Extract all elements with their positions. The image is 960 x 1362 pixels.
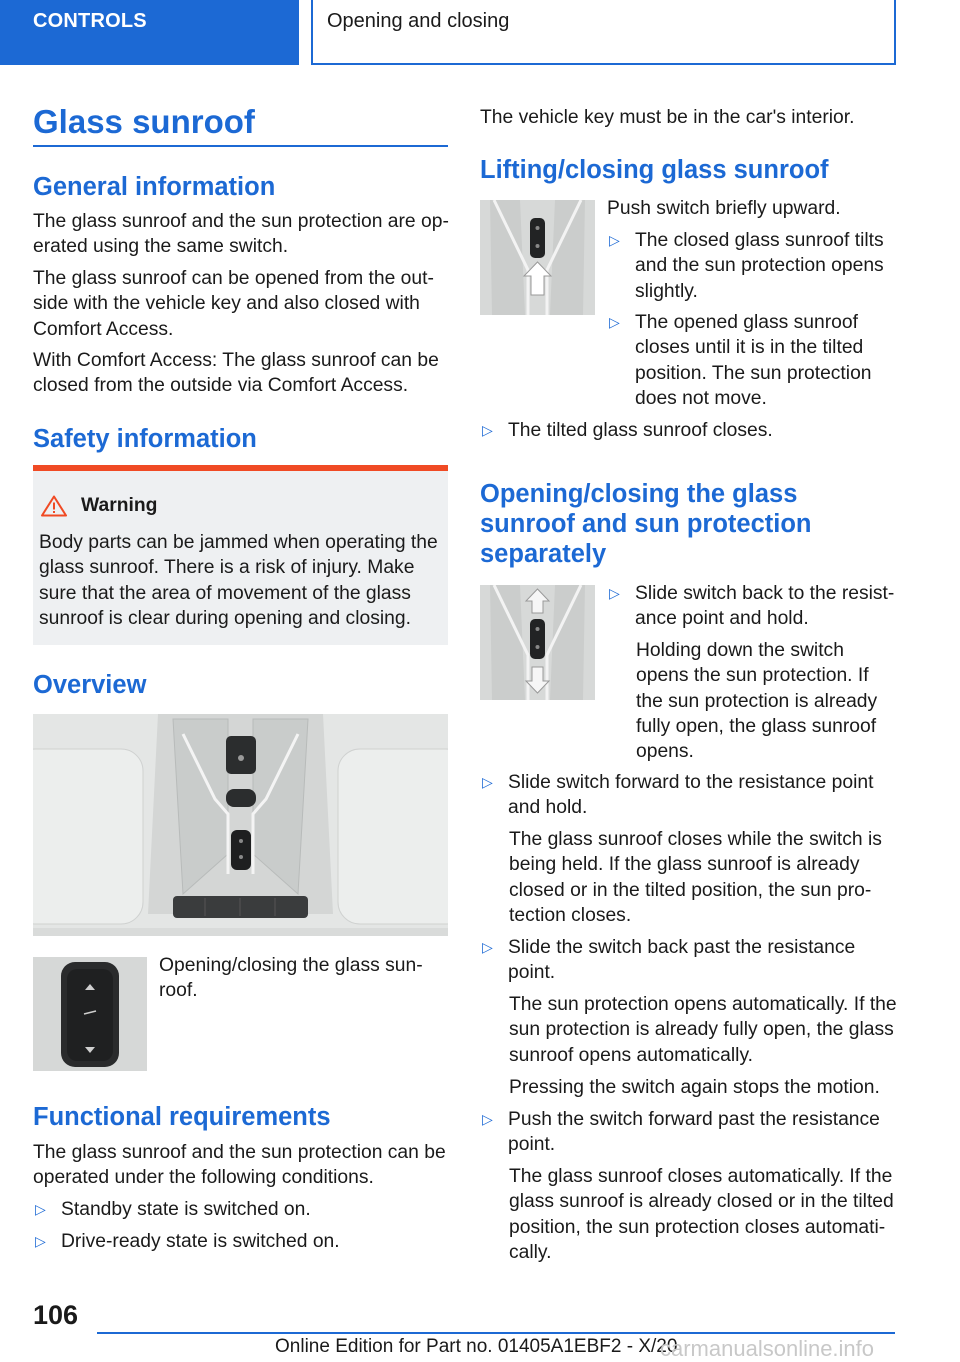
list-item: ▷ Slide switch back to the resist‐ ance point and hold. — [607, 581, 897, 632]
section-tab — [0, 0, 299, 65]
lift-switch-illustration — [480, 200, 595, 315]
switch-image — [33, 957, 147, 1071]
lift-switch-image — [480, 200, 595, 315]
warning-triangle-icon — [41, 495, 67, 517]
warning-title: Warning — [81, 495, 158, 516]
safety-heading: Safety information — [33, 425, 257, 453]
warning-title-row — [41, 495, 157, 517]
overview-image — [33, 714, 448, 936]
title-rule — [33, 145, 448, 147]
separate-heading-line-2: sunroof and sun protection — [480, 510, 812, 538]
bullet-triangle-icon: ▷ — [482, 1111, 493, 1127]
list-item: ▷ Slide the switch back past the resistance point. — [480, 935, 898, 986]
functional-paragraph: The glass sunroof and the sun protection can be operated under the following conditions. — [33, 1142, 446, 1189]
bullet-triangle-icon: ▷ — [482, 939, 493, 955]
separate-item-3-detail-2: Pressing the switch again stops the motion. — [509, 1077, 880, 1098]
overhead-console-illustration — [33, 714, 448, 936]
list-item: ▷ The tilted glass sunroof closes. — [480, 418, 898, 443]
separate-heading — [480, 479, 898, 569]
switch-caption: Opening/closing the glass sun‐ roof. — [159, 955, 423, 1002]
chapter-label: Opening and closing — [327, 10, 510, 32]
bullet-triangle-icon: ▷ — [609, 585, 620, 601]
footer-rule — [97, 1332, 895, 1334]
separate-item-2-detail: The glass sunroof closes while the switch is being held. If the glass sunroof is already closed or in the tilted position, the sun pro‐ tection closes. — [509, 829, 882, 926]
bullet-triangle-icon: ▷ — [609, 232, 620, 248]
key-note: The vehicle key must be in the car's interior. — [480, 107, 855, 128]
separate-heading-line-1: Opening/closing the glass — [480, 480, 798, 508]
section-label: CONTROLS — [33, 10, 147, 32]
separate-item-3-detail-1: The sun protection opens automatically. If the sun protection is already fully open, the glass sunroof opens automatically. — [509, 994, 897, 1066]
list-item: ▷ The opened glass sunroof closes until it is in the tilted position. The sun protection does not move. — [607, 310, 897, 411]
separate-switch-illustration — [480, 585, 595, 700]
list-item: ▷ Standby state is switched on. — [33, 1197, 448, 1222]
bullet-triangle-icon: ▷ — [482, 422, 493, 438]
page-title: Glass sunroof — [33, 103, 255, 140]
general-heading: General information — [33, 173, 276, 201]
warning-box — [33, 465, 448, 645]
list-item: ▷ Push the switch forward past the resistance point. — [480, 1107, 898, 1158]
edition-label: Online Edition for Part no. 01405A1EBF2 - X/20 — [275, 1336, 678, 1357]
sunroof-switch-illustration — [33, 957, 147, 1071]
warning-text: Body parts can be jammed when operating the glass sunroof. There is a risk of injury. Make sure that the area of movement of the glass sunroof is clear during opening and closing. — [39, 532, 438, 629]
separate-heading-line-3: separately — [480, 540, 607, 568]
list-item: ▷ Slide switch forward to the resistance point and hold. — [480, 770, 898, 821]
general-paragraph-3: With Comfort Access: The glass sunroof can be closed from the outside via Comfort Access. — [33, 350, 439, 397]
general-paragraph-2: The glass sunroof can be opened from the out‐ side with the vehicle key and also closed with Comfort Access. — [33, 268, 434, 340]
lift-intro: Push switch briefly upward. — [607, 198, 841, 219]
list-item: ▷ Drive-ready state is switched on. — [33, 1229, 448, 1254]
chapter-tab — [311, 0, 896, 65]
page-number: 106 — [33, 1300, 79, 1330]
lift-heading: Lifting/closing glass sunroof — [480, 156, 829, 184]
bullet-triangle-icon: ▷ — [609, 314, 620, 330]
bullet-triangle-icon: ▷ — [482, 774, 493, 790]
general-paragraph-1: The glass sunroof and the sun protection are op‐ erated using the same switch. — [33, 211, 449, 258]
bullet-triangle-icon: ▷ — [35, 1233, 46, 1249]
bullet-triangle-icon: ▷ — [35, 1201, 46, 1217]
overview-heading: Overview — [33, 671, 147, 699]
separate-switch-image — [480, 585, 595, 700]
separate-item-1-detail: Holding down the switch opens the sun protection. If the sun protection is already fully open, the glass sunroof opens. — [636, 640, 878, 763]
functional-heading: Functional requirements — [33, 1103, 331, 1131]
separate-item-4-detail: The glass sunroof closes automatically. If the glass sunroof is already closed or in the tilted position, the sun protection closes automati‐ cally. — [509, 1166, 894, 1263]
watermark: carmanualsonline.info — [660, 1336, 875, 1361]
list-item: ▷ The closed glass sunroof tilts and the sun protection opens slightly. — [607, 228, 897, 304]
